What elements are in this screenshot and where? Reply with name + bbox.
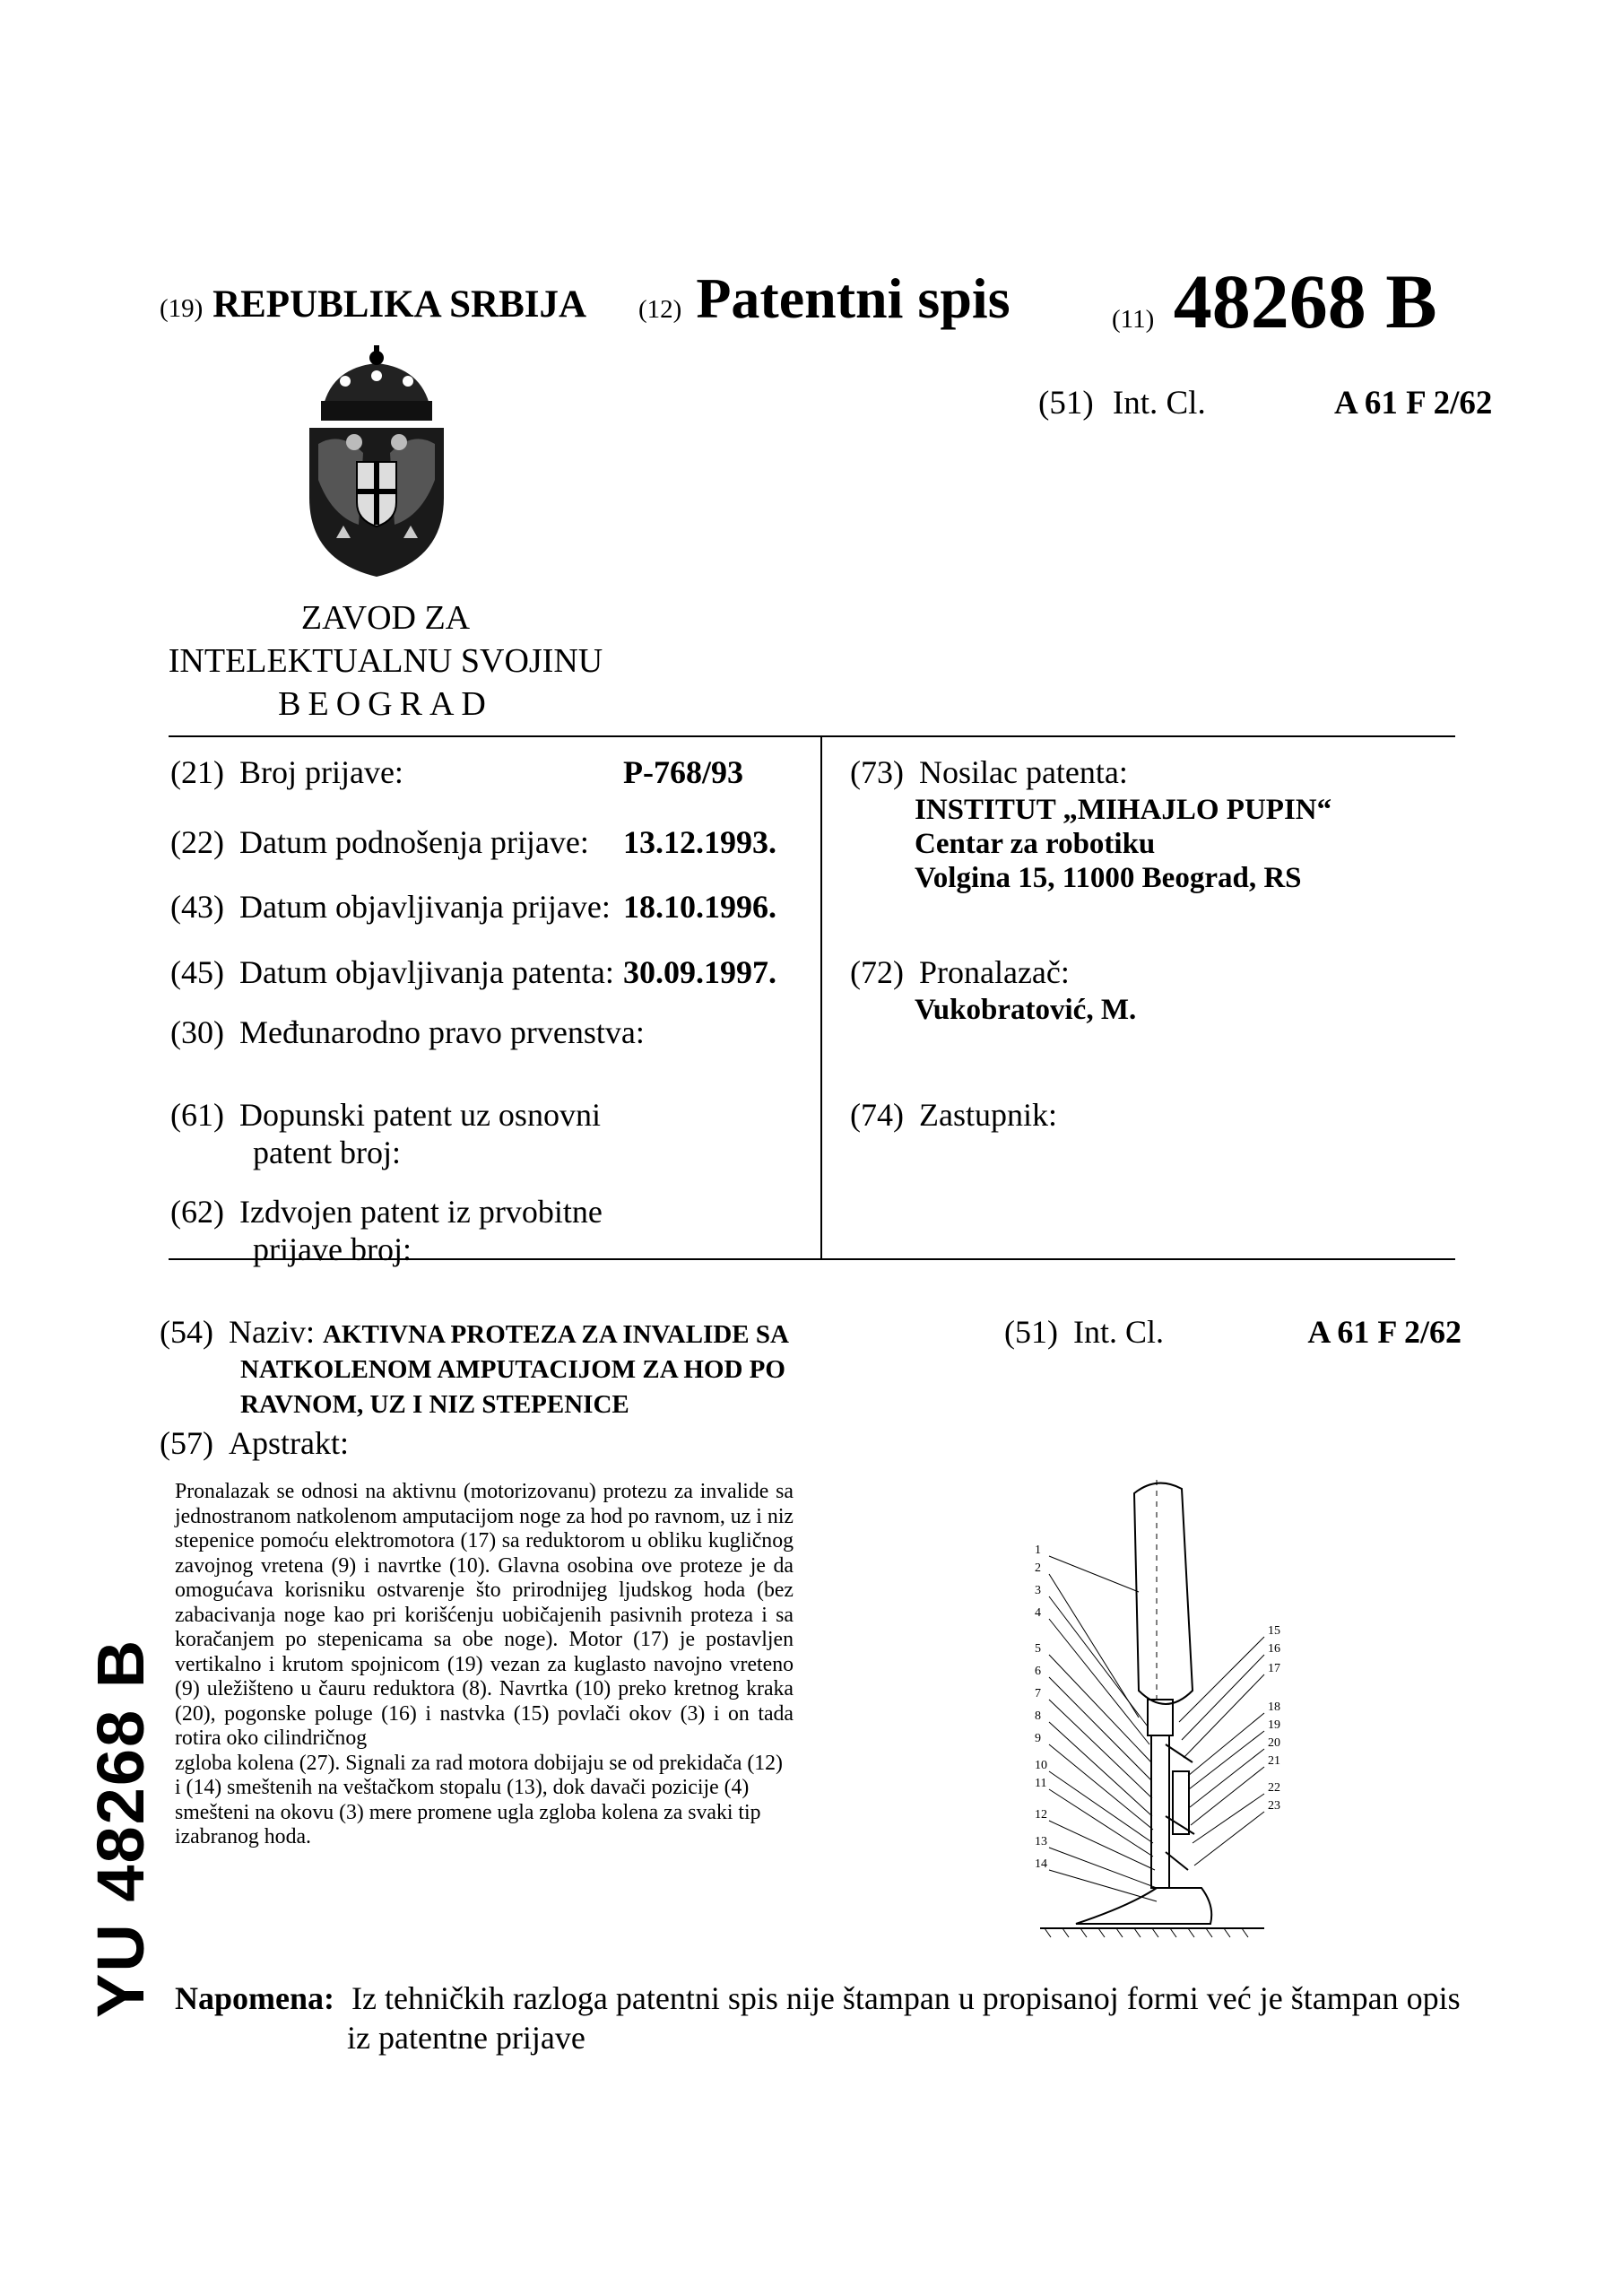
field-74-code: (74) xyxy=(850,1097,904,1133)
int-cl-top-code: (51) xyxy=(1038,385,1094,422)
field-45-value: 30.09.1997. xyxy=(623,954,776,990)
code-54: (54) xyxy=(160,1314,213,1350)
code-57: (57) xyxy=(160,1425,213,1461)
field-45 xyxy=(170,953,776,991)
header-doctype-block xyxy=(638,265,1010,332)
figure-label: 23 xyxy=(1268,1799,1280,1813)
field-61-label2: patent broj: xyxy=(253,1135,401,1170)
abstract-paragraph: Pronalazak se odnosi na aktivnu (motorizovanu) protezu za invalide sa jednostranom natkolenom amputacijom noge za hod po ravnom, uz i niz stepenice pomoću elektromotora (17) sa reduktorom u obliku kugličnog zavojnog vretena (9) i navrtke (10). Glavna osobina ove proteze je da omogućava korisniku ostvarenje što prirodnijeg ljudskog hoda (bez zabacivanja noge kao pri korišćenju uobičajenih pasivnih proteza i sa koračanjem po stepenicama sa obe noge). Motor (17) je postavljen vertikalno i krutom spojnicom (19) vezan za kuglasto navojno vreteno (9) uležišteno u čauru reduktora (8). Navrtka (10) preko kretnog kraka (20), pogonske poluge (16) i nastvka (15) povlači okov (3) i on tada rotira oko cilindričnog xyxy=(175,1480,794,1750)
figure-label: 20 xyxy=(1268,1736,1280,1750)
field-30 xyxy=(170,1013,645,1051)
note-label: Napomena: xyxy=(175,1980,334,2016)
figure-label: 4 xyxy=(1035,1606,1041,1620)
table-column-divider xyxy=(820,735,822,1260)
abstract-paragraph-end: zgloba kolena (27). Signali za rad motora dobijaju se od prekidača (12) i (14) smeštenih na veštačkom stopalu (13), dok davači pozicije (4) smešteni na okovu (3) mere promene ugla zgloba kolena za svaki tip izabranog hoda. xyxy=(175,1751,783,1848)
office-line1: ZAVOD ZA xyxy=(300,599,471,637)
field-43-value: 18.10.1996. xyxy=(623,889,776,925)
figure-label: 6 xyxy=(1035,1665,1041,1678)
inventor-name: Vukobratović, M. xyxy=(915,994,1137,1026)
figure-label: 14 xyxy=(1035,1857,1047,1871)
note-block xyxy=(175,1979,1461,2057)
field-73-label: Nosilac patenta: xyxy=(918,754,1128,790)
figure-label: 8 xyxy=(1035,1709,1041,1723)
figure-label: 10 xyxy=(1035,1759,1047,1772)
field-22 xyxy=(170,823,776,861)
figure-label: 1 xyxy=(1035,1544,1041,1557)
field-62-label2: prijave broj: xyxy=(253,1231,412,1267)
prosthesis-figure xyxy=(1022,1475,1291,1969)
patent-number: 48268 B xyxy=(1173,258,1437,344)
field-22-value: 13.12.1993. xyxy=(623,824,776,860)
figure-label: 17 xyxy=(1268,1662,1280,1675)
figure-label: 12 xyxy=(1035,1808,1047,1822)
code-19: (19) xyxy=(160,294,204,323)
figure-label: 22 xyxy=(1268,1781,1280,1795)
figure-label: 3 xyxy=(1035,1584,1041,1597)
field-21 xyxy=(170,753,743,791)
field-73-code: (73) xyxy=(850,754,904,790)
office-line2: INTELEKTUALNU SVOJINU xyxy=(168,642,603,680)
title-line1: AKTIVNA PROTEZA ZA INVALIDE SA xyxy=(322,1320,789,1349)
figure-label: 15 xyxy=(1268,1624,1280,1638)
note-line2: iz patentne prijave xyxy=(347,2020,585,2056)
field-21-value: P-768/93 xyxy=(623,754,743,790)
field-62 xyxy=(170,1193,603,1268)
title-label: Naziv: xyxy=(228,1314,315,1350)
figure-label: 21 xyxy=(1268,1754,1280,1768)
field-22-code: (22) xyxy=(170,824,224,860)
figure-label: 7 xyxy=(1035,1687,1041,1700)
field-72 xyxy=(850,953,1136,1027)
field-74-label: Zastupnik: xyxy=(918,1097,1057,1133)
figure-label: 9 xyxy=(1035,1732,1041,1745)
abstract-text xyxy=(175,1480,794,1850)
field-30-code: (30) xyxy=(170,1014,224,1050)
header-number-block xyxy=(1112,257,1437,346)
field-43-label: Datum objavljivanja prijave: xyxy=(239,889,611,925)
code-12: (12) xyxy=(638,295,682,324)
int-cl-mid-value: A 61 F 2/62 xyxy=(1307,1314,1462,1350)
abstract-label: Apstrakt: xyxy=(228,1425,349,1461)
figure-label: 19 xyxy=(1268,1718,1280,1732)
office-block xyxy=(134,596,637,726)
field-43 xyxy=(170,888,776,926)
header-country-block xyxy=(160,283,586,326)
office-line3: BEOGRAD xyxy=(278,685,493,723)
title-line3: RAVNOM, UZ I NIZ STEPENICE xyxy=(240,1390,629,1419)
figure-label: 11 xyxy=(1035,1777,1047,1790)
note-line1: Iz tehničkih razloga patentni spis nije štampan u propisanoj formi već je štampan opis xyxy=(351,1980,1461,2016)
coat-of-arms-emblem xyxy=(305,345,448,578)
field-72-code: (72) xyxy=(850,954,904,990)
holder-unit: Centar za robotiku xyxy=(915,828,1156,860)
int-cl-mid-label: Int. Cl. xyxy=(1072,1314,1164,1350)
int-cl-top xyxy=(1038,384,1493,422)
figure-label: 2 xyxy=(1035,1561,1041,1575)
int-cl-top-label: Int. Cl. xyxy=(1112,385,1206,422)
field-45-code: (45) xyxy=(170,954,224,990)
title-line2: NATKOLENOM AMPUTACIJOM ZA HOD PO xyxy=(240,1355,785,1384)
field-30-label: Međunarodno pravo prvenstva: xyxy=(239,1014,645,1050)
field-22-label: Datum podnošenja prijave: xyxy=(239,824,589,860)
int-cl-top-value: A 61 F 2/62 xyxy=(1334,385,1493,422)
side-patent-number: YU 48268 B xyxy=(83,1638,158,2018)
holder-name: INSTITUT „MIHAJLO PUPIN“ xyxy=(915,794,1332,826)
figure-label: 16 xyxy=(1268,1642,1280,1656)
field-61-code: (61) xyxy=(170,1097,224,1133)
figure-label: 18 xyxy=(1268,1700,1280,1714)
code-11: (11) xyxy=(1112,305,1155,334)
field-73 xyxy=(850,753,1331,895)
table-top-rule xyxy=(169,735,1455,737)
field-72-label: Pronalazač: xyxy=(918,954,1070,990)
doc-type: Patentni spis xyxy=(696,266,1010,330)
field-43-code: (43) xyxy=(170,889,224,925)
holder-address: Volgina 15, 11000 Beograd, RS xyxy=(915,862,1302,894)
field-61-label: Dopunski patent uz osnovni xyxy=(239,1097,601,1133)
title-section xyxy=(160,1313,789,1462)
field-62-code: (62) xyxy=(170,1194,224,1230)
field-61 xyxy=(170,1096,601,1171)
field-45-label: Datum objavljivanja patenta: xyxy=(239,954,614,990)
field-21-label: Broj prijave: xyxy=(239,754,403,790)
figure-label: 13 xyxy=(1035,1835,1047,1848)
field-21-code: (21) xyxy=(170,754,224,790)
int-cl-mid-code: (51) xyxy=(1004,1314,1058,1350)
int-cl-mid xyxy=(1004,1313,1462,1351)
field-62-label: Izdvojen patent iz prvobitne xyxy=(239,1194,603,1230)
figure-label: 5 xyxy=(1035,1642,1041,1656)
field-74 xyxy=(850,1096,1057,1134)
country-name: REPUBLIKA SRBIJA xyxy=(213,283,587,326)
